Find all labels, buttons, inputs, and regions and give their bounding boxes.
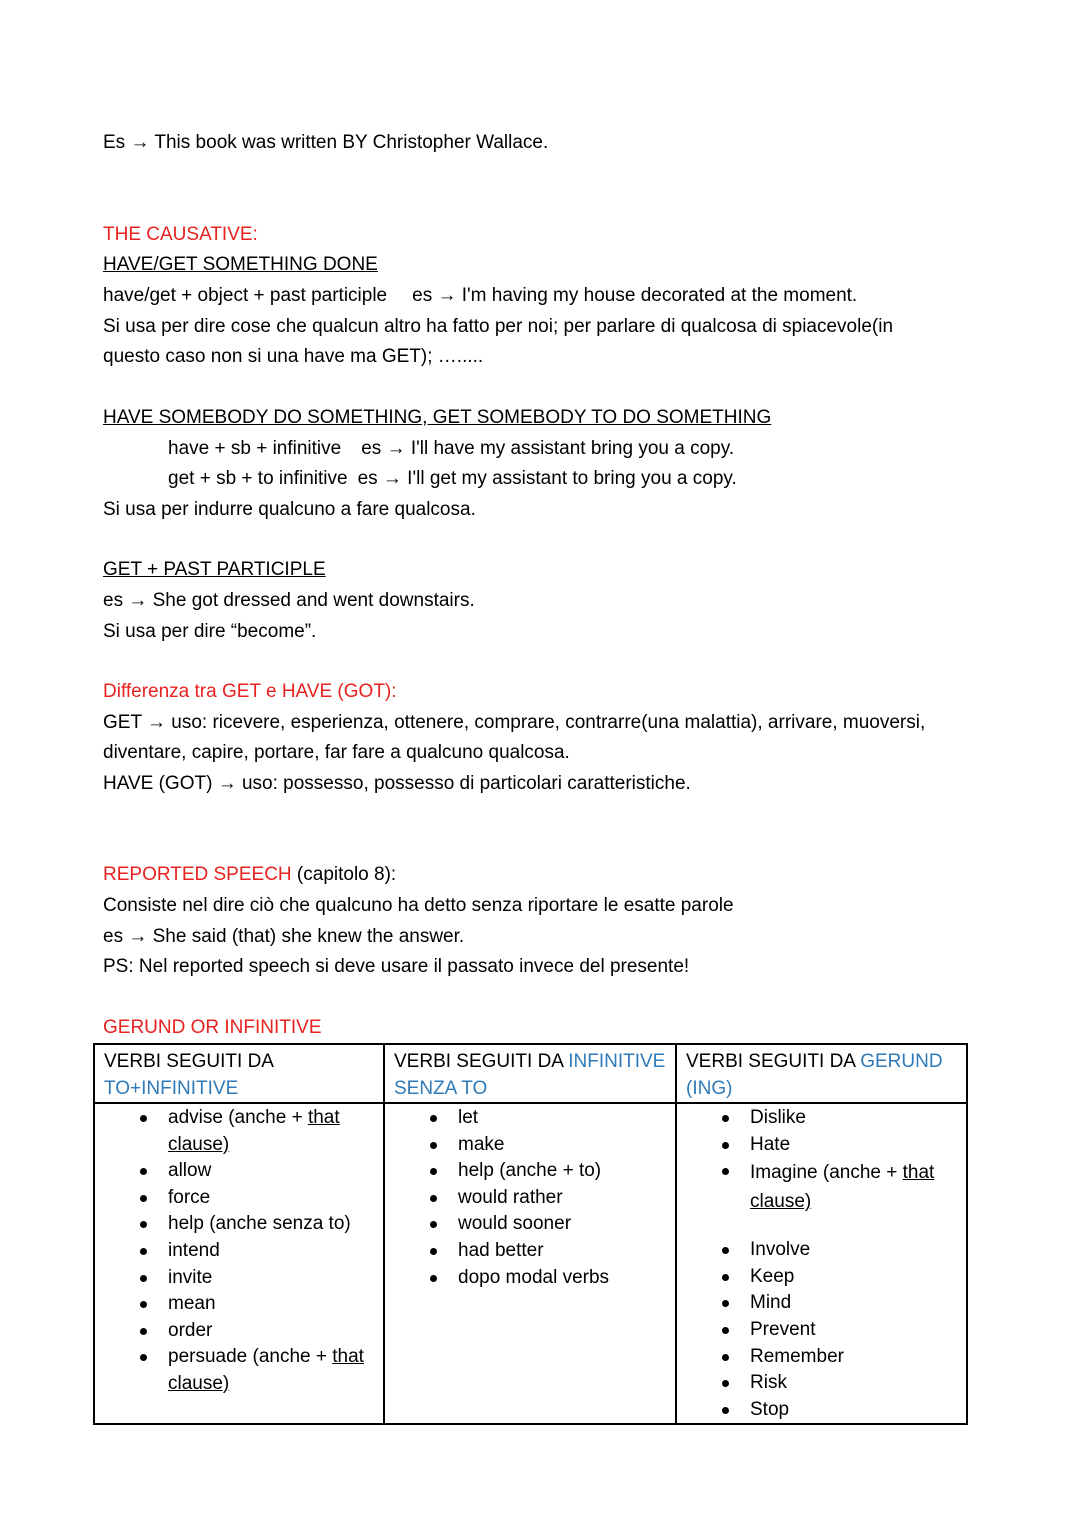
- difference-get-line1: GET → uso: ricevere, esperienza, ottenere, comprare, contrarre(una malattia), arrivare, muoversi,: [103, 712, 926, 733]
- verb-involve: Involve: [750, 1239, 811, 1261]
- causative-desc-line1: Si usa per dire cose che qualcun altro ha fatto per noi; per parlare di qualcosa di spiacevole(in: [103, 316, 894, 337]
- list-item: [686, 1344, 958, 1371]
- header-infinitive-senza-to-line2: SENZA TO: [394, 1078, 488, 1099]
- difference-get-line2: diventare, capire, portare, far fare a qualcuno qualcosa.: [103, 742, 570, 763]
- list-item: [686, 1290, 958, 1317]
- verb-keep: Keep: [750, 1265, 795, 1287]
- list-item: [104, 1211, 375, 1238]
- header-to-infinitive-line1: VERBI SEGUITI DA: [104, 1051, 274, 1072]
- have-sb-formula: have + sb + infinitive: [168, 438, 342, 459]
- difference-title: Differenza tra GET e HAVE (GOT):: [103, 681, 397, 702]
- list-to-infinitive: [104, 1105, 375, 1398]
- verb-stop: Stop: [750, 1398, 790, 1420]
- causative-title: THE CAUSATIVE:: [103, 224, 258, 245]
- list-item: dopo modal verbs: [394, 1265, 667, 1292]
- list-item: would sooner: [394, 1211, 667, 1238]
- list-item: [104, 1344, 375, 1397]
- list-to-infinitive-cell: [94, 1103, 384, 1424]
- verb-invite: invite: [168, 1266, 213, 1288]
- gerund-infinitive-table: [93, 1043, 968, 1425]
- header-to-infinitive: [94, 1044, 384, 1103]
- get-sb-formula: get + sb + to infinitive: [168, 468, 348, 489]
- verb-advise: advise (anche +: [168, 1107, 308, 1128]
- list-item: [686, 1158, 958, 1216]
- reported-speech-title: REPORTED SPEECH: [103, 864, 292, 885]
- reported-speech-chapter: (capitolo 8):: [291, 864, 397, 885]
- reported-speech-desc: Consiste nel dire ciò che qualcuno ha detto senza riportare le esatte parole: [103, 895, 734, 916]
- list-gerund: [686, 1105, 958, 1423]
- clause-underlined: clause): [168, 1133, 230, 1155]
- list-item: help (anche + to): [394, 1158, 667, 1185]
- list-item: [686, 1132, 958, 1159]
- verb-persuade: persuade (anche +: [168, 1346, 333, 1368]
- have-sb-desc: Si usa per indurre qualcuno a fare qualcosa.: [103, 499, 476, 520]
- header-infinitive-prefix: VERBI SEGUITI DA: [394, 1051, 569, 1072]
- list-item: [104, 1318, 375, 1345]
- that-underlined: that: [332, 1346, 364, 1368]
- list-item: [104, 1265, 375, 1292]
- verb-hate: Hate: [750, 1133, 791, 1155]
- verb-prevent: Prevent: [750, 1318, 816, 1340]
- causative-sub-have-get-done: HAVE/GET SOMETHING DONE: [103, 254, 378, 275]
- that-underlined: that: [307, 1107, 340, 1128]
- verb-mean: mean: [168, 1293, 216, 1315]
- causative-sub-have-sb-do: HAVE SOMEBODY DO SOMETHING, GET SOMEBODY TO DO SOMETHING: [103, 407, 772, 428]
- clause-underlined: clause): [750, 1191, 812, 1213]
- list-item: [104, 1158, 375, 1185]
- list-item: had better: [394, 1238, 667, 1265]
- passive-example: Es → This book was written BY Christopher Wallace.: [103, 132, 549, 153]
- verb-force: force: [168, 1186, 211, 1208]
- get-past-participle-desc: Si usa per dire “become”.: [103, 621, 317, 642]
- have-sb-example: es → I'll have my assistant bring you a copy.: [361, 438, 735, 459]
- get-past-participle-title: GET + PAST PARTICIPLE: [103, 559, 326, 580]
- list-item: [104, 1185, 375, 1212]
- list-item: [686, 1370, 958, 1397]
- list-item: would rather: [394, 1185, 667, 1212]
- list-infinitive-senza-to-cell: [384, 1103, 676, 1424]
- reported-speech-heading: [103, 863, 396, 887]
- header-gerund-keyword: GERUND: [860, 1051, 943, 1072]
- header-gerund-prefix: VERBI SEGUITI DA: [686, 1051, 861, 1072]
- verb-remember: Remember: [750, 1345, 844, 1367]
- clause-underlined: clause): [168, 1372, 230, 1394]
- verb-mind: Mind: [750, 1292, 792, 1314]
- list-item: [686, 1105, 958, 1132]
- reported-speech-example: es → She said (that) she knew the answer.: [103, 926, 465, 947]
- header-gerund: [676, 1044, 967, 1103]
- verb-intend: intend: [168, 1239, 220, 1261]
- list-item: [104, 1105, 375, 1158]
- verb-imagine: Imagine (anche +: [750, 1162, 903, 1184]
- list-item: [104, 1291, 375, 1318]
- get-sb-line: [168, 467, 737, 491]
- list-gerund-cell: [676, 1103, 967, 1424]
- header-infinitive-keyword: INFINITIVE: [568, 1051, 666, 1072]
- get-sb-example: es → I'll get my assistant to bring you a copy.: [357, 468, 737, 489]
- get-past-participle-example: es → She got dressed and went downstairs.: [103, 590, 475, 611]
- header-gerund-ing: (ING): [686, 1078, 733, 1099]
- list-item: [104, 1238, 375, 1265]
- difference-have-line: HAVE (GOT) → uso: possesso, possesso di particolari caratteristiche.: [103, 773, 691, 794]
- verb-dislike: Dislike: [750, 1107, 806, 1128]
- header-to-infinitive-line2: TO+INFINITIVE: [104, 1078, 239, 1099]
- causative-formula-line: [103, 284, 857, 308]
- header-infinitive-senza-to: [384, 1044, 676, 1103]
- have-sb-line: [168, 437, 734, 461]
- list-item: [686, 1237, 958, 1264]
- verb-order: order: [168, 1319, 213, 1341]
- list-item: [686, 1264, 958, 1291]
- list-item: [686, 1317, 958, 1344]
- gerund-title: GERUND OR INFINITIVE: [103, 1017, 322, 1038]
- list-item: let: [394, 1105, 667, 1132]
- verb-help: help (anche senza to): [168, 1213, 351, 1235]
- causative-desc-line2: questo caso non si una have ma GET); ….....: [103, 346, 484, 367]
- causative-formula: have/get + object + past participle: [103, 285, 388, 306]
- verb-allow: allow: [168, 1160, 212, 1182]
- list-item: [686, 1397, 958, 1424]
- list-item: make: [394, 1132, 667, 1159]
- causative-example: es → I'm having my house decorated at the moment.: [412, 285, 858, 306]
- list-infinitive-senza-to: [394, 1105, 667, 1291]
- reported-speech-ps: PS: Nel reported speech si deve usare il passato invece del presente!: [103, 956, 690, 977]
- verb-risk: Risk: [750, 1372, 787, 1394]
- that-underlined: that: [902, 1162, 935, 1184]
